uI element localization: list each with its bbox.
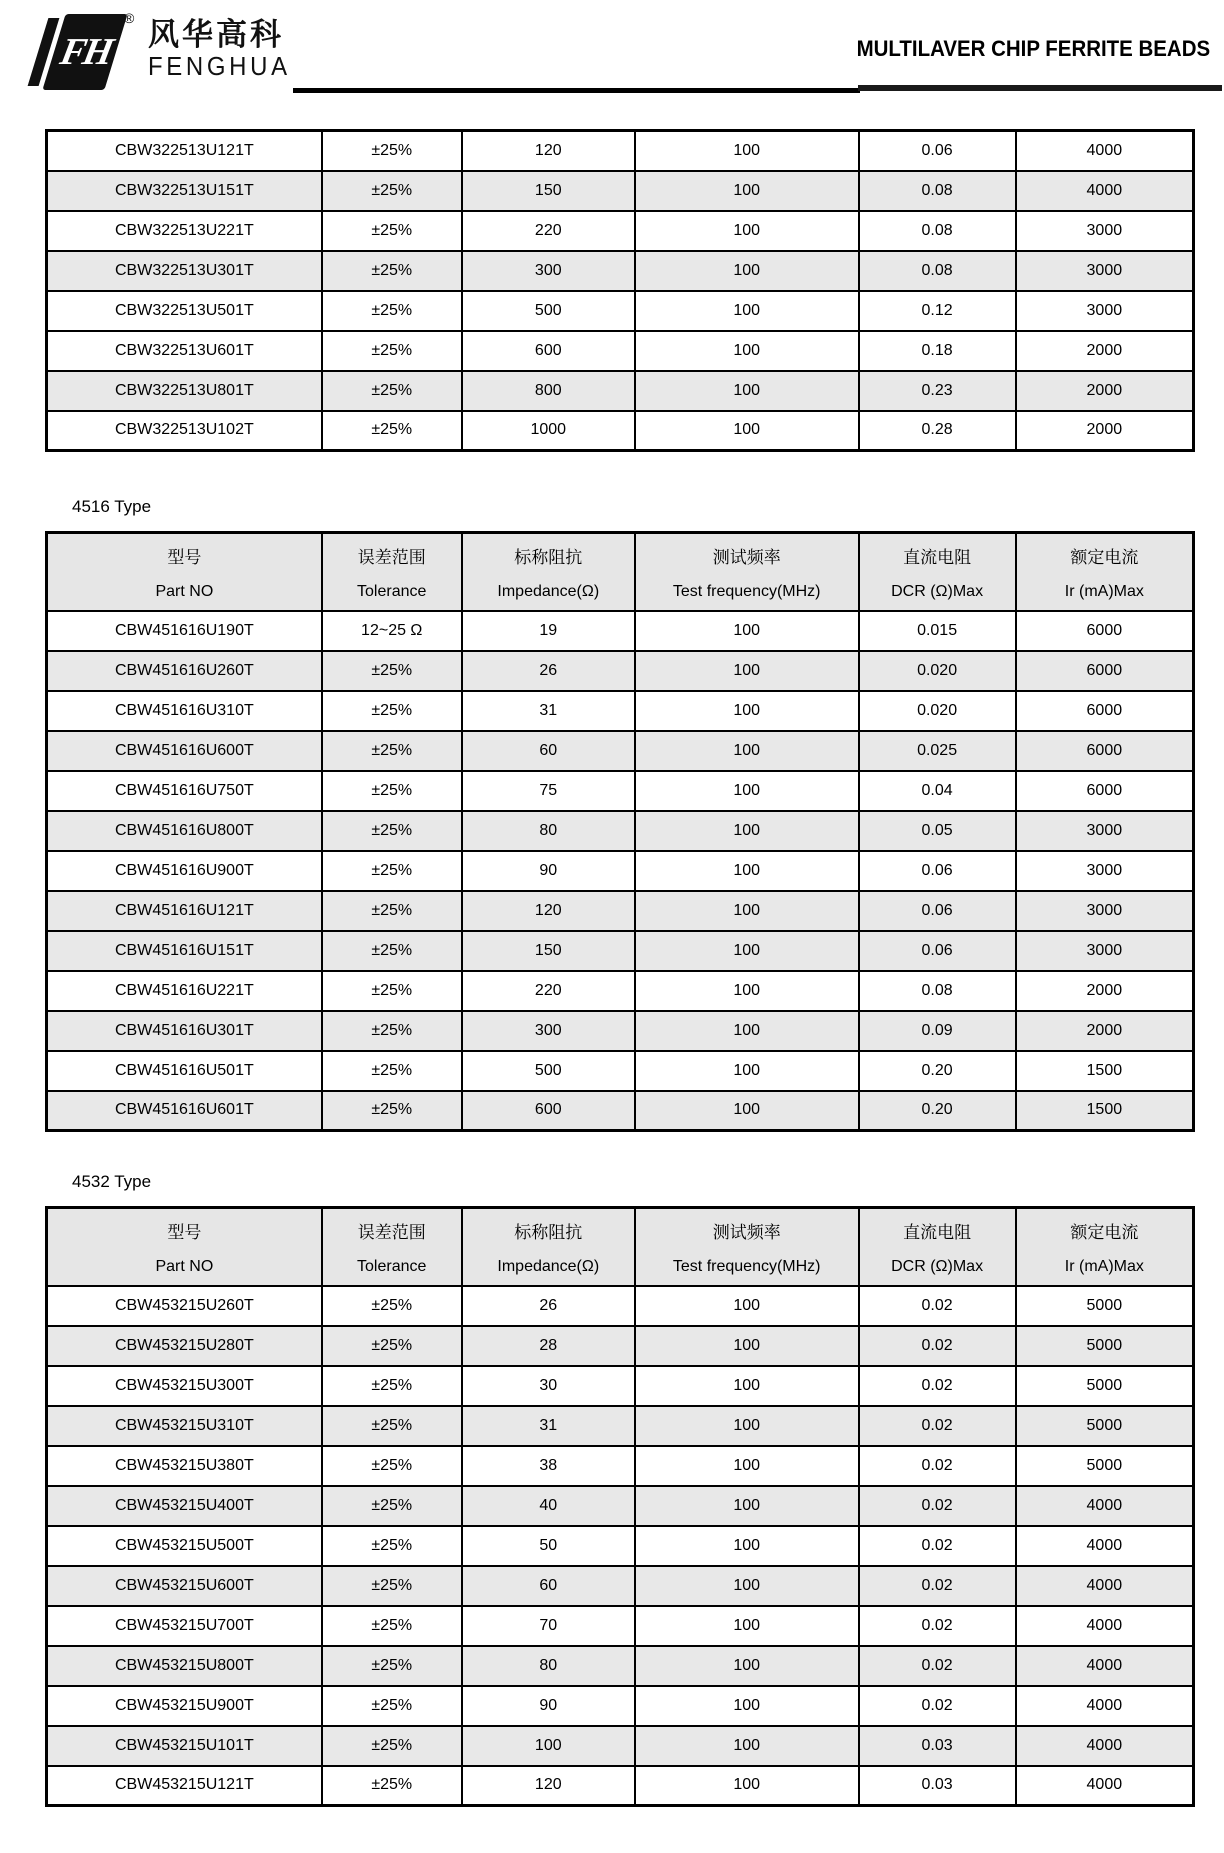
table-cell: 0.06 bbox=[859, 931, 1016, 971]
table-cell: 100 bbox=[635, 771, 859, 811]
table-cell: CBW451616U501T bbox=[47, 1051, 322, 1091]
table-cell: 100 bbox=[635, 1446, 859, 1486]
table-cell: 100 bbox=[635, 291, 859, 331]
table-row bbox=[47, 891, 1194, 931]
column-header-rated-current bbox=[1016, 533, 1194, 611]
table-cell: ±25% bbox=[322, 1526, 462, 1566]
table-cell: 100 bbox=[635, 211, 859, 251]
table-cell: 100 bbox=[635, 1686, 859, 1726]
logo-monogram: FH bbox=[56, 31, 114, 73]
table-row bbox=[47, 371, 1194, 411]
table-cell: 0.02 bbox=[859, 1366, 1016, 1406]
table-cell: 38 bbox=[462, 1446, 635, 1486]
table-cell: ±25% bbox=[322, 771, 462, 811]
table-cell: ±25% bbox=[322, 691, 462, 731]
header-en: DCR (Ω)Max bbox=[891, 582, 984, 600]
table-cell: 4000 bbox=[1016, 1646, 1194, 1686]
table-cell: 1500 bbox=[1016, 1091, 1194, 1131]
header-en: Tolerance bbox=[357, 1257, 427, 1275]
table-cell: 100 bbox=[635, 131, 859, 171]
header-cn: 测试频率 bbox=[712, 1222, 781, 1242]
table-cell: CBW453215U600T bbox=[47, 1566, 322, 1606]
table-cell: ±25% bbox=[322, 931, 462, 971]
table-cell: 5000 bbox=[1016, 1446, 1194, 1486]
header-cn: 额定电流 bbox=[1070, 1222, 1139, 1242]
registered-trademark-symbol: ® bbox=[124, 10, 135, 26]
column-header-tolerance bbox=[322, 533, 462, 611]
header-cn: 误差范围 bbox=[357, 547, 426, 567]
table-cell: 0.02 bbox=[859, 1446, 1016, 1486]
column-header-dcr bbox=[859, 533, 1016, 611]
table-cell: 0.02 bbox=[859, 1646, 1016, 1686]
table-cell: 500 bbox=[462, 1051, 635, 1091]
table-cell: CBW451616U221T bbox=[47, 971, 322, 1011]
table-cell: 0.02 bbox=[859, 1606, 1016, 1646]
table-cell: CBW453215U121T bbox=[47, 1766, 322, 1806]
table-cell: CBW322513U801T bbox=[47, 371, 322, 411]
table-cell: 31 bbox=[462, 691, 635, 731]
header-en: Ir (mA)Max bbox=[1064, 1257, 1144, 1275]
table-cell: CBW451616U800T bbox=[47, 811, 322, 851]
table-row bbox=[47, 1566, 1194, 1606]
spec-table-4532 bbox=[45, 1206, 1195, 1807]
table-cell: ±25% bbox=[322, 1646, 462, 1686]
header-en: Part NO bbox=[155, 1257, 214, 1275]
table-cell: CBW451616U601T bbox=[47, 1091, 322, 1131]
table-cell: 50 bbox=[462, 1526, 635, 1566]
table-cell: 90 bbox=[462, 851, 635, 891]
header-cn: 标称阻抗 bbox=[514, 547, 583, 567]
header-cn: 型号 bbox=[167, 1222, 202, 1242]
table-cell: 100 bbox=[635, 611, 859, 651]
table-cell: CBW453215U310T bbox=[47, 1406, 322, 1446]
column-header-part-no bbox=[47, 533, 322, 611]
table-row bbox=[47, 251, 1194, 291]
logo-english-name: FENGHUA bbox=[148, 51, 291, 82]
table-cell: 300 bbox=[462, 1011, 635, 1051]
table-cell: 0.09 bbox=[859, 1011, 1016, 1051]
table-cell: CBW451616U600T bbox=[47, 731, 322, 771]
table-row bbox=[47, 1486, 1194, 1526]
header-cn: 直流电阻 bbox=[903, 547, 972, 567]
table-cell: 0.03 bbox=[859, 1766, 1016, 1806]
header-rule-right bbox=[858, 85, 1222, 91]
table-cell: 1500 bbox=[1016, 1051, 1194, 1091]
table-cell: 31 bbox=[462, 1406, 635, 1446]
table-cell: 100 bbox=[635, 891, 859, 931]
table-cell: 3000 bbox=[1016, 211, 1194, 251]
table-cell: ±25% bbox=[322, 1326, 462, 1366]
table-cell: 100 bbox=[635, 931, 859, 971]
table-cell: 0.06 bbox=[859, 891, 1016, 931]
table-cell: 0.02 bbox=[859, 1566, 1016, 1606]
table-cell: 0.02 bbox=[859, 1486, 1016, 1526]
table-cell: 500 bbox=[462, 291, 635, 331]
table-cell: CBW453215U101T bbox=[47, 1726, 322, 1766]
table-cell: CBW453215U300T bbox=[47, 1366, 322, 1406]
table-cell: 4000 bbox=[1016, 1566, 1194, 1606]
table-cell: 0.08 bbox=[859, 171, 1016, 211]
table-cell: 150 bbox=[462, 931, 635, 971]
header-en: Part NO bbox=[155, 582, 214, 600]
header-cn: 测试频率 bbox=[712, 547, 781, 567]
table-cell: 4000 bbox=[1016, 1766, 1194, 1806]
table-cell: CBW453215U400T bbox=[47, 1486, 322, 1526]
table-cell: 2000 bbox=[1016, 331, 1194, 371]
table-cell: ±25% bbox=[322, 1286, 462, 1326]
table-cell: 100 bbox=[635, 731, 859, 771]
table-cell: CBW451616U301T bbox=[47, 1011, 322, 1051]
table-row bbox=[47, 1726, 1194, 1766]
table-cell: 3000 bbox=[1016, 811, 1194, 851]
table-cell: 6000 bbox=[1016, 611, 1194, 651]
table-cell: 100 bbox=[635, 811, 859, 851]
table-cell: 0.08 bbox=[859, 971, 1016, 1011]
logo-text bbox=[148, 18, 303, 81]
table-cell: 6000 bbox=[1016, 651, 1194, 691]
table-row bbox=[47, 211, 1194, 251]
table-cell: 0.025 bbox=[859, 731, 1016, 771]
table-cell: 6000 bbox=[1016, 731, 1194, 771]
table-cell: 100 bbox=[635, 1646, 859, 1686]
table-cell: 0.03 bbox=[859, 1726, 1016, 1766]
table-cell: 26 bbox=[462, 1286, 635, 1326]
header-cn: 额定电流 bbox=[1070, 547, 1139, 567]
fenghua-logo bbox=[24, 8, 303, 94]
table-cell: 12~25 Ω bbox=[322, 611, 462, 651]
page-header bbox=[0, 0, 1224, 110]
table-cell: 4000 bbox=[1016, 1526, 1194, 1566]
table-cell: ±25% bbox=[322, 411, 462, 451]
table-cell: ±25% bbox=[322, 1406, 462, 1446]
table-cell: ±25% bbox=[322, 1091, 462, 1131]
table-cell: CBW453215U280T bbox=[47, 1326, 322, 1366]
table-cell: 100 bbox=[635, 1326, 859, 1366]
table-cell: ±25% bbox=[322, 1686, 462, 1726]
table-cell: 100 bbox=[635, 1051, 859, 1091]
table-cell: CBW453215U800T bbox=[47, 1646, 322, 1686]
column-header-dcr bbox=[859, 1208, 1016, 1286]
table-cell: 100 bbox=[635, 651, 859, 691]
table-cell: ±25% bbox=[322, 811, 462, 851]
table-cell: 0.02 bbox=[859, 1326, 1016, 1366]
table-cell: ±25% bbox=[322, 251, 462, 291]
table-cell: 100 bbox=[635, 1766, 859, 1806]
section-label-4532: 4532 Type bbox=[72, 1172, 152, 1191]
table-row bbox=[47, 1646, 1194, 1686]
fenghua-logo-mark-icon bbox=[24, 10, 135, 94]
table-cell: CBW453215U500T bbox=[47, 1526, 322, 1566]
table-cell: ±25% bbox=[322, 371, 462, 411]
table-cell: CBW322513U102T bbox=[47, 411, 322, 451]
table-cell: 4000 bbox=[1016, 1686, 1194, 1726]
table-cell: CBW453215U260T bbox=[47, 1286, 322, 1326]
table-row bbox=[47, 131, 1194, 171]
table-cell: 100 bbox=[635, 1406, 859, 1446]
table-cell: 100 bbox=[635, 1011, 859, 1051]
table-row bbox=[47, 731, 1194, 771]
table-cell: 100 bbox=[635, 1726, 859, 1766]
table-cell: ±25% bbox=[322, 131, 462, 171]
table-cell: CBW451616U151T bbox=[47, 931, 322, 971]
table-row bbox=[47, 811, 1194, 851]
table-cell: 90 bbox=[462, 1686, 635, 1726]
table-cell: ±25% bbox=[322, 171, 462, 211]
table-cell: 0.020 bbox=[859, 651, 1016, 691]
table-cell: 100 bbox=[635, 1526, 859, 1566]
table-cell: 4000 bbox=[1016, 171, 1194, 211]
table-row bbox=[47, 851, 1194, 891]
table-cell: 4000 bbox=[1016, 1486, 1194, 1526]
table-cell: 5000 bbox=[1016, 1326, 1194, 1366]
table-cell: ±25% bbox=[322, 1566, 462, 1606]
header-row bbox=[47, 533, 1194, 611]
table-cell: CBW451616U310T bbox=[47, 691, 322, 731]
table-cell: 120 bbox=[462, 1766, 635, 1806]
header-cn: 直流电阻 bbox=[903, 1222, 972, 1242]
header-en: Ir (mA)Max bbox=[1064, 582, 1144, 600]
header-en: Impedance(Ω) bbox=[497, 1257, 600, 1275]
table-cell: 0.20 bbox=[859, 1091, 1016, 1131]
table-cell: CBW451616U121T bbox=[47, 891, 322, 931]
spec-table-3225-continued bbox=[45, 129, 1195, 452]
table-row bbox=[47, 1326, 1194, 1366]
logo-chinese-name: 风华高科 bbox=[148, 17, 284, 52]
table-cell: 0.015 bbox=[859, 611, 1016, 651]
table-cell: CBW453215U700T bbox=[47, 1606, 322, 1646]
table-cell: 60 bbox=[462, 1566, 635, 1606]
table-row bbox=[47, 1406, 1194, 1446]
table-cell: 0.04 bbox=[859, 771, 1016, 811]
table-cell: CBW322513U601T bbox=[47, 331, 322, 371]
table-cell: ±25% bbox=[322, 1011, 462, 1051]
table-cell: 30 bbox=[462, 1366, 635, 1406]
table-cell: 0.23 bbox=[859, 371, 1016, 411]
table-cell: 0.02 bbox=[859, 1406, 1016, 1446]
table-cell: ±25% bbox=[322, 1446, 462, 1486]
table-cell: 70 bbox=[462, 1606, 635, 1646]
table-cell: 3000 bbox=[1016, 291, 1194, 331]
table-cell: 2000 bbox=[1016, 371, 1194, 411]
table-row bbox=[47, 291, 1194, 331]
table-cell: 3000 bbox=[1016, 251, 1194, 291]
table-cell: 0.02 bbox=[859, 1686, 1016, 1726]
table-cell: 150 bbox=[462, 171, 635, 211]
table-row bbox=[47, 1526, 1194, 1566]
table-cell: ±25% bbox=[322, 1051, 462, 1091]
table-cell: 100 bbox=[462, 1726, 635, 1766]
table-cell: 0.020 bbox=[859, 691, 1016, 731]
table-cell: 4000 bbox=[1016, 1606, 1194, 1646]
table-cell: 75 bbox=[462, 771, 635, 811]
table-cell: 0.20 bbox=[859, 1051, 1016, 1091]
table-row bbox=[47, 1011, 1194, 1051]
table-row bbox=[47, 771, 1194, 811]
table-cell: CBW322513U301T bbox=[47, 251, 322, 291]
table-cell: 80 bbox=[462, 1646, 635, 1686]
table-cell: 4000 bbox=[1016, 1726, 1194, 1766]
table-cell: CBW451616U900T bbox=[47, 851, 322, 891]
column-header-tolerance bbox=[322, 1208, 462, 1286]
table-cell: ±25% bbox=[322, 1726, 462, 1766]
table-cell: 100 bbox=[635, 851, 859, 891]
table-cell: 2000 bbox=[1016, 411, 1194, 451]
table-cell: 0.02 bbox=[859, 1286, 1016, 1326]
table-cell: 60 bbox=[462, 731, 635, 771]
table-cell: 0.28 bbox=[859, 411, 1016, 451]
table-cell: 0.06 bbox=[859, 131, 1016, 171]
header-en: Test frequency(MHz) bbox=[672, 582, 821, 600]
table-row bbox=[47, 1091, 1194, 1131]
table-cell: 6000 bbox=[1016, 771, 1194, 811]
table-cell: ±25% bbox=[322, 851, 462, 891]
column-header-test-frequency bbox=[635, 533, 859, 611]
page-title: MULTILAVER CHIP FERRITE BEADS bbox=[856, 36, 1210, 61]
table-cell: 100 bbox=[635, 371, 859, 411]
table-cell: CBW451616U750T bbox=[47, 771, 322, 811]
table-cell: CBW451616U190T bbox=[47, 611, 322, 651]
table-row bbox=[47, 691, 1194, 731]
table-cell: 220 bbox=[462, 971, 635, 1011]
table-cell: 100 bbox=[635, 411, 859, 451]
table-cell: 0.08 bbox=[859, 211, 1016, 251]
header-cn: 型号 bbox=[167, 547, 202, 567]
table-cell: CBW451616U260T bbox=[47, 651, 322, 691]
table-cell: 0.18 bbox=[859, 331, 1016, 371]
table-cell: 3000 bbox=[1016, 891, 1194, 931]
table-row bbox=[47, 1606, 1194, 1646]
table-cell: 0.08 bbox=[859, 251, 1016, 291]
table-cell: 0.02 bbox=[859, 1526, 1016, 1566]
table-cell: 100 bbox=[635, 331, 859, 371]
table-cell: 600 bbox=[462, 1091, 635, 1131]
table-cell: 100 bbox=[635, 251, 859, 291]
header-row bbox=[47, 1208, 1194, 1286]
table-row bbox=[47, 1366, 1194, 1406]
column-header-impedance bbox=[462, 533, 635, 611]
table-cell: ±25% bbox=[322, 1486, 462, 1526]
column-header-test-frequency bbox=[635, 1208, 859, 1286]
table-cell: 5000 bbox=[1016, 1406, 1194, 1446]
header-cn: 误差范围 bbox=[357, 1222, 426, 1242]
table-header bbox=[47, 533, 1194, 611]
table-cell: 100 bbox=[635, 1566, 859, 1606]
table-row bbox=[47, 971, 1194, 1011]
table-cell: 80 bbox=[462, 811, 635, 851]
table-cell: ±25% bbox=[322, 331, 462, 371]
table-cell: 28 bbox=[462, 1326, 635, 1366]
table-cell: 26 bbox=[462, 651, 635, 691]
table-cell: CBW453215U900T bbox=[47, 1686, 322, 1726]
table-cell: 19 bbox=[462, 611, 635, 651]
table-cell: ±25% bbox=[322, 211, 462, 251]
header-en: Impedance(Ω) bbox=[497, 582, 600, 600]
table-cell: ±25% bbox=[322, 891, 462, 931]
header-en: Tolerance bbox=[357, 582, 427, 600]
table-row bbox=[47, 1766, 1194, 1806]
table-cell: 100 bbox=[635, 971, 859, 1011]
table-cell: ±25% bbox=[322, 1606, 462, 1646]
table-cell: ±25% bbox=[322, 1766, 462, 1806]
table-cell: 100 bbox=[635, 1286, 859, 1326]
table-row bbox=[47, 331, 1194, 371]
table-cell: CBW322513U121T bbox=[47, 131, 322, 171]
table-row bbox=[47, 1446, 1194, 1486]
table-cell: 1000 bbox=[462, 411, 635, 451]
column-header-part-no bbox=[47, 1208, 322, 1286]
table-cell: 2000 bbox=[1016, 971, 1194, 1011]
table-cell: 5000 bbox=[1016, 1286, 1194, 1326]
table-header bbox=[47, 1208, 1194, 1286]
table-cell: 100 bbox=[635, 1486, 859, 1526]
table-cell: 100 bbox=[635, 1366, 859, 1406]
table-cell: 40 bbox=[462, 1486, 635, 1526]
table-row bbox=[47, 651, 1194, 691]
table-cell: CBW453215U380T bbox=[47, 1446, 322, 1486]
header-en: DCR (Ω)Max bbox=[891, 1257, 984, 1275]
table-cell: 0.06 bbox=[859, 851, 1016, 891]
header-cn: 标称阻抗 bbox=[514, 1222, 583, 1242]
table-cell: 220 bbox=[462, 211, 635, 251]
table-cell: 5000 bbox=[1016, 1366, 1194, 1406]
table-cell: 100 bbox=[635, 171, 859, 211]
table-cell: 3000 bbox=[1016, 851, 1194, 891]
table-cell: ±25% bbox=[322, 291, 462, 331]
table-cell: 0.05 bbox=[859, 811, 1016, 851]
spec-table-4516 bbox=[45, 531, 1195, 1132]
table-cell: CBW322513U151T bbox=[47, 171, 322, 211]
table-cell: 6000 bbox=[1016, 691, 1194, 731]
table-row bbox=[47, 931, 1194, 971]
table-row bbox=[47, 611, 1194, 651]
table-cell: ±25% bbox=[322, 651, 462, 691]
table-cell: 600 bbox=[462, 331, 635, 371]
table-cell: 0.12 bbox=[859, 291, 1016, 331]
column-header-rated-current bbox=[1016, 1208, 1194, 1286]
table-cell: 100 bbox=[635, 691, 859, 731]
table-cell: ±25% bbox=[322, 731, 462, 771]
table-cell: ±25% bbox=[322, 1366, 462, 1406]
table-row bbox=[47, 1686, 1194, 1726]
table-row bbox=[47, 411, 1194, 451]
table-cell: ±25% bbox=[322, 971, 462, 1011]
table-cell: 300 bbox=[462, 251, 635, 291]
table-cell: CBW322513U501T bbox=[47, 291, 322, 331]
column-header-impedance bbox=[462, 1208, 635, 1286]
table-cell: 800 bbox=[462, 371, 635, 411]
table-cell: 2000 bbox=[1016, 1011, 1194, 1051]
header-rule-left bbox=[293, 88, 860, 93]
table-cell: 120 bbox=[462, 891, 635, 931]
table-cell: 4000 bbox=[1016, 131, 1194, 171]
table-cell: 100 bbox=[635, 1091, 859, 1131]
table-cell: 120 bbox=[462, 131, 635, 171]
section-label-4516: 4516 Type bbox=[72, 497, 152, 516]
table-row bbox=[47, 1051, 1194, 1091]
table-cell: 100 bbox=[635, 1606, 859, 1646]
header-en: Test frequency(MHz) bbox=[672, 1257, 821, 1275]
table-row bbox=[47, 171, 1194, 211]
table-row bbox=[47, 1286, 1194, 1326]
table-cell: CBW322513U221T bbox=[47, 211, 322, 251]
table-cell: 3000 bbox=[1016, 931, 1194, 971]
